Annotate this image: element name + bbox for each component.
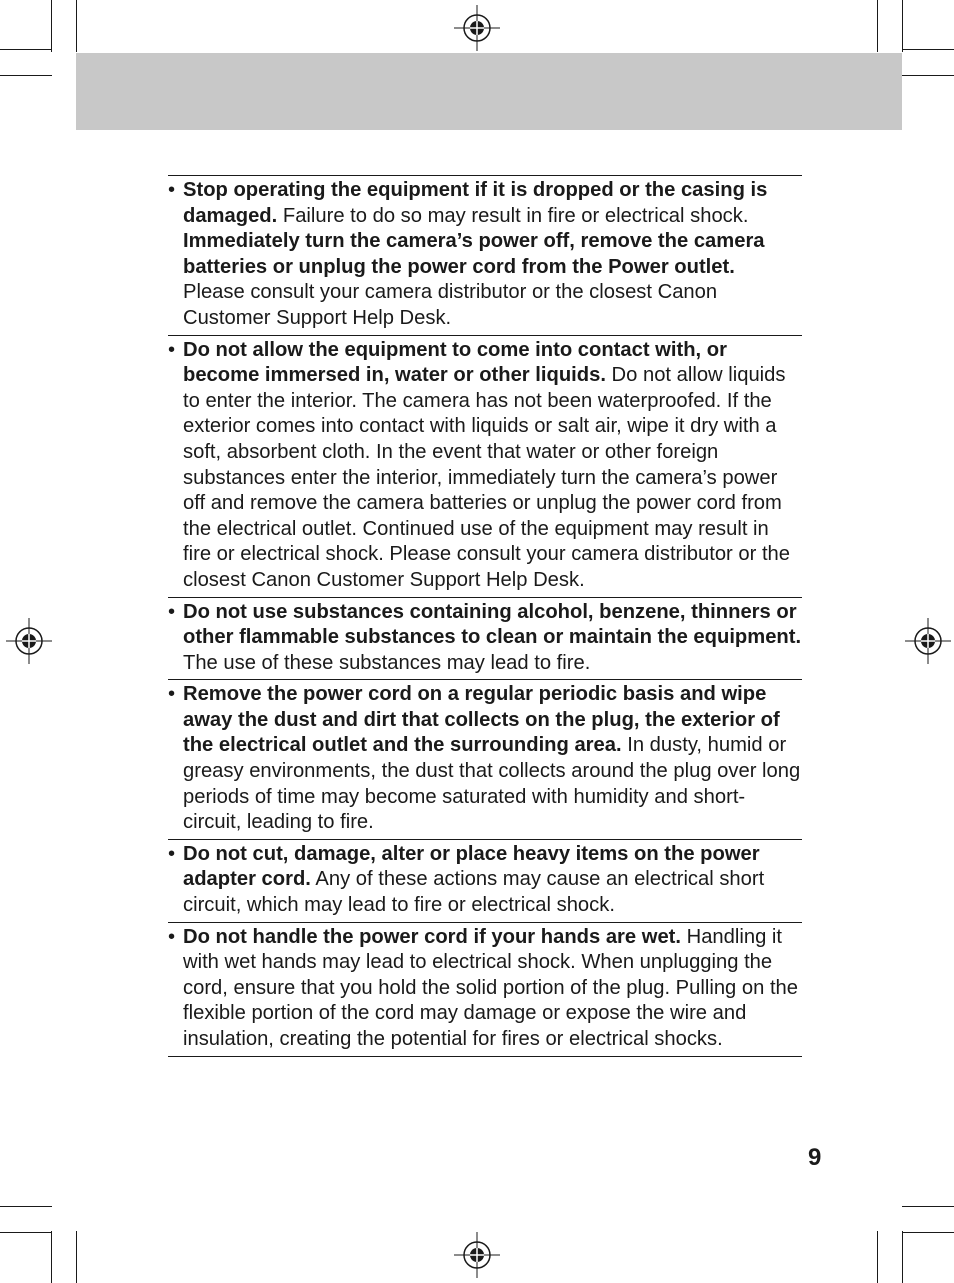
- warning-heading: Do not handle the power cord if your hands are wet.: [183, 925, 682, 948]
- list-item: [168, 336, 802, 598]
- warning-body: Do not allow liquids to enter the interior. The camera has not been waterproofed. If the exterior comes into contact with liquids or salt air, wipe it dry with a soft, absorbent cloth. In the event that water or other foreign substances enter the interior, immediately turn the camera’s power off and remove the camera batteries or unplug the power cord from the electrical outlet. Continued use of the equipment may result in fire or electrical shock. Please consult your camera distributor or the closest Canon Customer Support Help Desk.: [183, 364, 791, 591]
- warning-heading: Do not cut, damage, alter or place heavy items on the power adapter cord.: [183, 842, 760, 891]
- bullet: •: [168, 925, 176, 948]
- bullet: •: [168, 683, 176, 706]
- registration-mark-icon: [903, 616, 953, 666]
- bullet: •: [168, 338, 176, 361]
- crop-mark: [76, 1231, 77, 1283]
- crop-mark: [0, 49, 52, 50]
- warning-text: [183, 926, 798, 1050]
- list-item: [168, 840, 802, 923]
- warning-body: The use of these substances may lead to fire.: [183, 651, 591, 674]
- warning-heading: Do not allow the equipment to come into contact with, or become immersed in, water or other liquids.: [183, 338, 727, 387]
- crop-mark: [0, 75, 52, 76]
- warning-heading: Stop operating the equipment if it is dropped or the casing is damaged.: [183, 179, 768, 227]
- warning-body: Failure to do so may result in fire or electrical shock.: [277, 204, 749, 227]
- crop-mark: [877, 1231, 878, 1283]
- crop-mark: [0, 1232, 52, 1233]
- bullet: •: [168, 600, 176, 623]
- page-number: 9: [808, 1144, 822, 1171]
- registration-mark-icon: [452, 3, 502, 53]
- crop-mark: [76, 0, 77, 52]
- crop-mark: [902, 75, 954, 76]
- warning-list: [168, 175, 802, 1057]
- crop-mark: [877, 0, 878, 52]
- warning-body: Handling it with wet hands may lead to electrical shock. When unplugging the cord, ensure that you hold the solid portion of the plug. Pulling on the flexible portion of the cord may damage or expose the wire and insulation, creating the potential for fires or electrical shocks.: [183, 925, 799, 1050]
- warning-heading: Immediately turn the camera’s power off, remove the camera batteries or unplug the power cord from the Power outlet.: [183, 230, 765, 278]
- crop-mark: [51, 0, 52, 52]
- list-item: [168, 680, 802, 840]
- warning-body: Please consult your camera distributor or the closest Canon Customer Support Help Desk.: [183, 281, 718, 329]
- warning-text: [183, 843, 764, 916]
- bullet: •: [168, 842, 176, 865]
- warning-heading: Do not use substances containing alcohol, benzene, thinners or other flammable substances to clean or maintain the equipment.: [183, 600, 802, 649]
- warning-body: Any of these actions may cause an electrical short circuit, which may lead to fire or electrical shock.: [183, 868, 765, 917]
- warning-text: [183, 179, 767, 329]
- crop-mark: [902, 1232, 954, 1233]
- bullet: •: [168, 179, 176, 201]
- crop-mark: [902, 1206, 954, 1207]
- crop-mark: [902, 49, 954, 50]
- crop-mark: [51, 1231, 52, 1283]
- registration-mark-icon: [4, 616, 54, 666]
- warning-body: In dusty, humid or greasy environments, the dust that collects around the plug over long periods of time may become saturated with humidity and short-circuit, leading to fire.: [183, 734, 801, 834]
- crop-mark: [902, 0, 903, 52]
- warning-text: [183, 683, 800, 833]
- crop-mark: [902, 1231, 903, 1283]
- header-band: [76, 53, 902, 130]
- list-item: [168, 598, 802, 681]
- warning-heading: Remove the power cord on a regular periodic basis and wipe away the dust and dirt that collects on the plug, the exterior of the electrical outlet and the surrounding area.: [183, 683, 780, 757]
- registration-mark-icon: [452, 1230, 502, 1280]
- list-item: [168, 176, 802, 336]
- warning-text: [183, 339, 790, 591]
- warning-text: [183, 601, 801, 674]
- list-item: [168, 923, 802, 1057]
- crop-mark: [0, 1206, 52, 1207]
